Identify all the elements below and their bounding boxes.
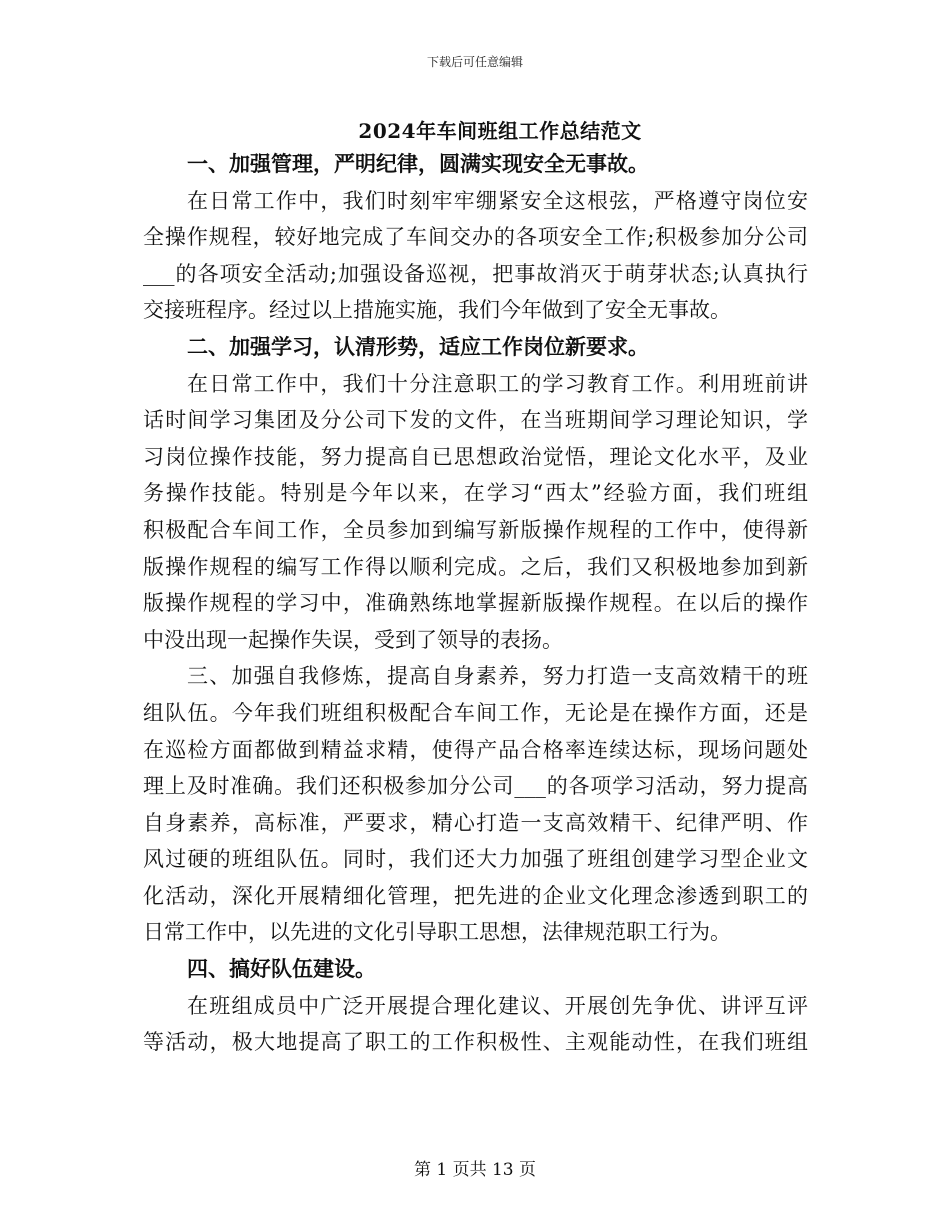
paragraph-line: 版操作规程的编写工作得以顺利完成。之后，我们又积极地参加到新	[143, 554, 808, 579]
paragraph-line: 三、加强自我修炼，提高自身素养，努力打造一支高效精干的班	[187, 664, 808, 689]
paragraph-line: 自身素养，高标准，严要求，精心打造一支高效精干、纪律严明、作	[143, 810, 808, 835]
paragraph-line: 积极配合车间工作，全员参加到编写新版操作规程的工作中，使得新	[143, 517, 808, 542]
section-heading: 四、搞好队伍建设。	[187, 956, 376, 982]
paragraph-line: 日常工作中，以先进的文化引导职工思想，法律规范职工行为。	[143, 920, 731, 945]
document-title: 2024年车间班组工作总结范文	[358, 119, 642, 143]
document-body	[143, 146, 808, 1061]
paragraph-line: 全操作规程，较好地完成了车间交办的各项安全工作;积极参加分公司	[143, 225, 808, 250]
section-heading: 二、加强学习，认清形势，适应工作岗位新要求。	[187, 333, 649, 359]
paragraph-line: 在巡检方面都做到精益求精，使得产品合格率连续达标，现场问题处	[143, 737, 808, 762]
section-heading: 一、加强管理，严明纪律，圆满实现安全无事故。	[187, 151, 649, 176]
paragraph-line: 版操作规程的学习中，准确熟练地掌握新版操作规程。在以后的操作	[143, 591, 808, 616]
paragraph-line: 习岗位操作技能，努力提高自已思想政治觉悟，理论文化水平，及业	[143, 444, 808, 469]
paragraph-line: 等活动，极大地提高了职工的工作积极性、主观能动性，在我们班组	[143, 1030, 808, 1055]
page-footer: 第 1 页共 13 页	[413, 1160, 537, 1180]
paragraph-line: 中没出现一起操作失误，受到了领导的表扬。	[143, 627, 563, 652]
paragraph-line: 风过硬的班组队伍。同时，我们还大力加强了班组创建学习型企业文	[143, 847, 808, 872]
paragraph-line: 理上及时准确。我们还积极参加分公司___的各项学习活动，努力提高	[143, 774, 808, 799]
paragraph-line: 在班组成员中广泛开展提合理化建议、开展创先争优、讲评互评	[187, 993, 808, 1018]
paragraph-line: 化活动，深化开展精细化管理，把先进的企业文化理念渗透到职工的	[143, 883, 808, 908]
header-note: 下载后可任意编辑	[426, 55, 523, 69]
paragraph-line: ___的各项安全活动;加强设备巡视，把事故消灭于萌芽状态;认真执行	[143, 261, 808, 286]
paragraph-line: 组队伍。今年我们班组积极配合车间工作，无论是在操作方面，还是	[143, 700, 808, 725]
paragraph-line: 交接班程序。经过以上措施实施，我们今年做到了安全无事故。	[143, 298, 731, 323]
paragraph-line: 在日常工作中，我们时刻牢牢绷紧安全这根弦，严格遵守岗位安	[187, 188, 808, 213]
paragraph-line: 务操作技能。特别是今年以来，在学习“西太”经验方面，我们班组	[143, 481, 808, 506]
paragraph-line: 话时间学习集团及分公司下发的文件，在当班期间学习理论知识，学	[143, 408, 808, 433]
paragraph-line: 在日常工作中，我们十分注意职工的学习教育工作。利用班前讲	[187, 371, 808, 396]
